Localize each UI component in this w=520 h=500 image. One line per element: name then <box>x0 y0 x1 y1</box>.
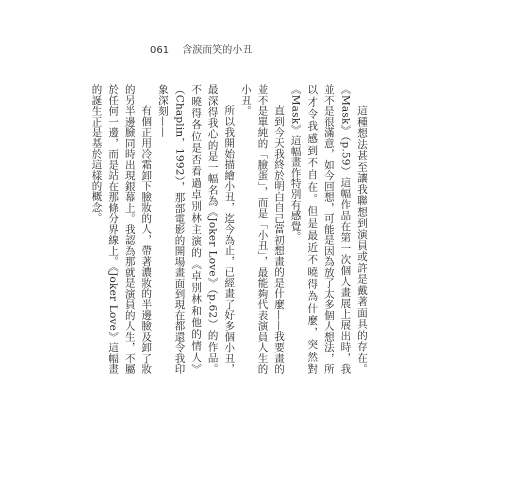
page-number: 061 <box>150 45 170 56</box>
chapter-title: 含淚而笑的小丑 <box>182 45 253 56</box>
page-header <box>150 41 252 56</box>
paragraph: 所以我開始描繪小丑，迄今為止，已經畫了好多個小丑，最深得我心的是一幅名為《Joker Love》（p.62）的作品。不曉得各位是否看過卓別林主演的《卓別林和他的情人》（Chaplin，1992），那部電影的開場畫面到現在都還令我印象深刻—— <box>156 84 236 374</box>
paragraph: 直到今天我終於明白自己當初想畫的是什麼——我要畫的並不是單純的「臉蛋」，而是「小丑」，最能夠代表演員人生的小丑。 <box>239 84 286 374</box>
paragraph: 有個正用冷霜卸下臉妝的人，帶著濃妝的半邊臉及卸了妝的另半邊臉同時出現銀幕上。我認為那就是演員的人生，不屬於任何一邊，而是站在那條分界線上。《Joker Love》這幅畫的誕生正是基於這樣的概念。 <box>90 84 153 374</box>
body-text <box>90 84 370 374</box>
paragraph: 這種想法甚至讓我聯想到演員或許是戴著面具的存在。《Mask》（p.59）這幅作品在第一次個人畫展上展出時，我並不是很滿意，如今回想，可能是因為放了太多個人想法，所以才令我感到不自在。但是最近不曉得為什麼，突然對《Mask》這幅畫作特別有感覺。 <box>289 84 368 374</box>
